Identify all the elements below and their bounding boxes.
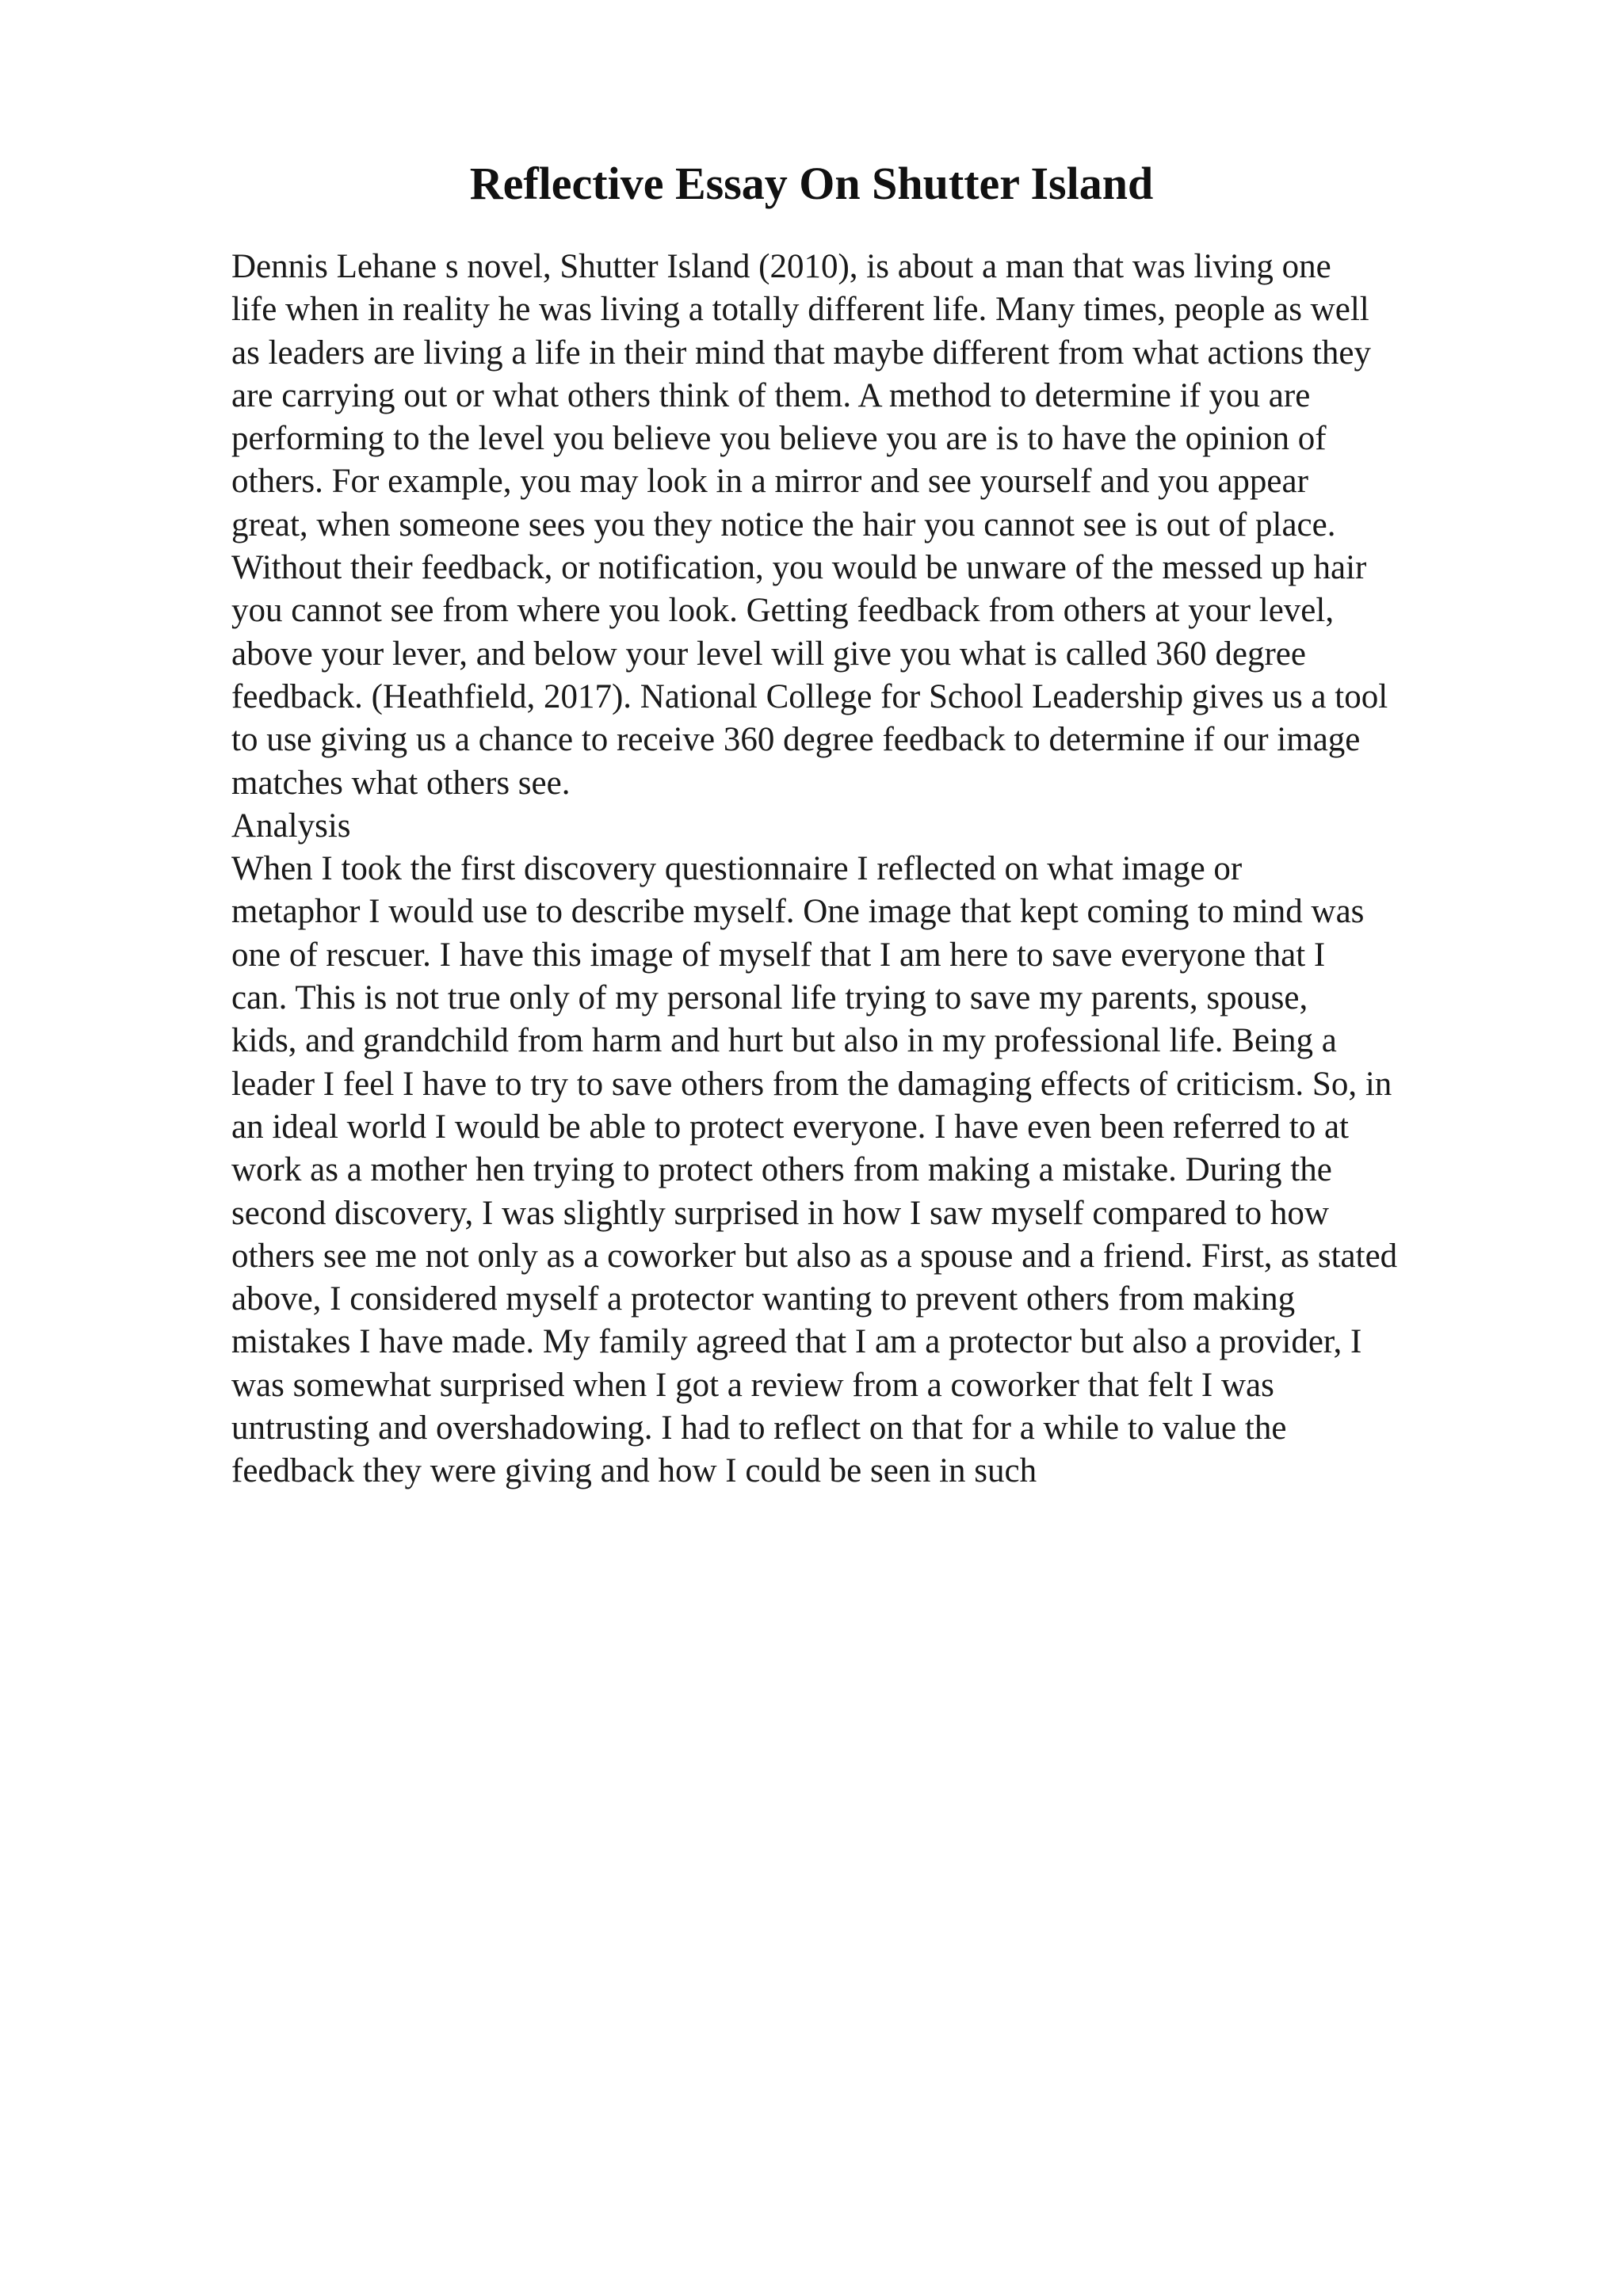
text-line: life when in reality he was living a totally different life. Many times, people as well bbox=[231, 291, 1369, 329]
text-line: can. This is not true only of my personal life trying to save my parents, spouse, bbox=[231, 979, 1308, 1017]
text-line: others. For example, you may look in a mirror and see yourself and you appear bbox=[231, 463, 1308, 501]
text-line: matches what others see. bbox=[231, 764, 571, 802]
text-line: When I took the first discovery questionnaire I reflected on what image or bbox=[231, 850, 1243, 888]
text-line: metaphor I would use to describe myself. One image that kept coming to mind was bbox=[231, 893, 1365, 931]
text-line: great, when someone sees you they notice the hair you cannot see is out of place. bbox=[231, 505, 1336, 543]
text-line: an ideal world I would be able to protect everyone. I have even been referred to at bbox=[231, 1108, 1349, 1146]
text-line: others see me not only as a coworker but also as a spouse and a friend. First, as stated bbox=[231, 1237, 1398, 1275]
essay-title: Reflective Essay On Shutter Island bbox=[469, 158, 1154, 209]
text-line: Without their feedback, or notification, you would be unware of the messed up hair bbox=[231, 549, 1367, 587]
text-line: above, I considered myself a protector wanting to prevent others from making bbox=[231, 1280, 1296, 1318]
text-line: mistakes I have made. My family agreed that I am a protector but also a provider, I bbox=[231, 1323, 1362, 1361]
text-line: feedback they were giving and how I could be seen in such bbox=[231, 1452, 1037, 1490]
text-line: as leaders are living a life in their mind that maybe different from what actions they bbox=[231, 334, 1372, 372]
text-line: one of rescuer. I have this image of myself that I am here to save everyone that I bbox=[231, 936, 1326, 974]
text-line: are carrying out or what others think of them. A method to determine if you are bbox=[231, 376, 1311, 414]
text-line: second discovery, I was slightly surprised in how I saw myself compared to how bbox=[231, 1194, 1329, 1232]
text-line: kids, and grandchild from harm and hurt but also in my professional life. Being a bbox=[231, 1022, 1337, 1060]
text-line: work as a mother hen trying to protect others from making a mistake. During the bbox=[231, 1151, 1332, 1189]
text-line: Dennis Lehane s novel, Shutter Island (2010), is about a man that was living one bbox=[231, 248, 1331, 285]
text-line: above your lever, and below your level will give you what is called 360 degree bbox=[231, 635, 1306, 673]
text-line: you cannot see from where you look. Getting feedback from others at your level, bbox=[231, 592, 1335, 630]
text-line: performing to the level you believe you believe you are is to have the opinion of bbox=[231, 420, 1327, 458]
text-line: untrusting and overshadowing. I had to reflect on that for a while to value the bbox=[231, 1409, 1287, 1447]
text-line: to use giving us a chance to receive 360 degree feedback to determine if our image bbox=[231, 721, 1361, 759]
section-heading-analysis: Analysis bbox=[231, 807, 351, 845]
text-line: feedback. (Heathfield, 2017). National College for School Leadership gives us a tool bbox=[231, 677, 1388, 715]
essay-body bbox=[231, 246, 1594, 1493]
text-line: was somewhat surprised when I got a review from a coworker that felt I was bbox=[231, 1366, 1274, 1404]
text-line: leader I feel I have to try to save others from the damaging effects of criticism. So, in bbox=[231, 1065, 1392, 1103]
